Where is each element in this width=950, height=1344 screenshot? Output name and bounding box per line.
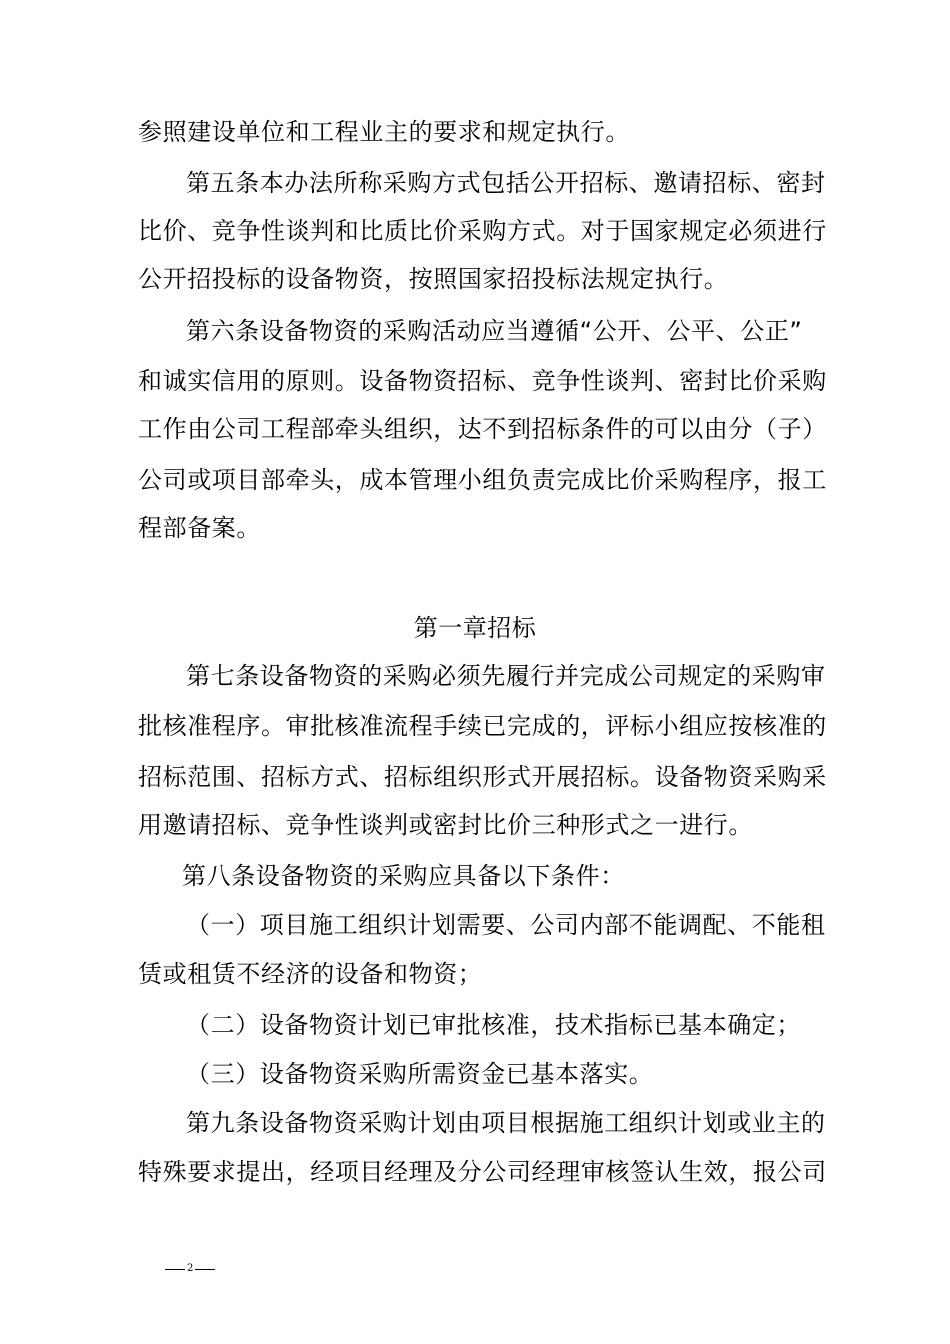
page-footer	[165, 1263, 215, 1275]
text-line: 程部备案。	[138, 514, 261, 542]
text-line: 用邀请招标、竞争性谈判或密封比价三种形式之一进行。	[138, 811, 753, 839]
text-line: 比价、竞争性谈判和比质比价采购方式。对于国家规定必须进行	[138, 217, 827, 245]
article-6-line: 第六条设备物资的采购活动应当遵循“公开、公平、公正”	[186, 317, 803, 345]
text-line: 批核准程序。审批核准流程手续已完成的，评标小组应按核准的	[138, 712, 827, 740]
text-line: 工作由公司工程部牵头组织，达不到招标条件的可以由分（子）	[138, 415, 827, 443]
article-9-line: 第九条设备物资采购计划由项目根据施工组织计划或业主的	[186, 1109, 826, 1137]
footer-rule-left	[165, 1269, 185, 1270]
page-number: 2	[187, 1263, 194, 1274]
article-8-line: 第八条设备物资的采购应具备以下条件：	[182, 862, 625, 890]
footer-rule-right	[195, 1269, 215, 1270]
text-line: 特殊要求提出，经项目经理及分公司经理审核签认生效，报公司	[138, 1158, 827, 1186]
text-line: 赁或租赁不经济的设备和物资；	[138, 960, 483, 988]
condition-1-line: （一）项目施工组织计划需要、公司内部不能调配、不能租	[186, 911, 826, 939]
condition-2-line: （二）设备物资计划已审批核准，技术指标已基本确定；	[186, 1011, 801, 1039]
article-5-line: 第五条本办法所称采购方式包括公开招标、邀请招标、密封	[186, 169, 826, 197]
text-line: 和诚实信用的原则。设备物资招标、竞争性谈判、密封比价采购	[138, 367, 827, 395]
text-line: 招标范围、招标方式、招标组织形式开展招标。设备物资采购采	[138, 763, 827, 791]
text-line: 公司或项目部牵头，成本管理小组负责完成比价采购程序，报工	[138, 466, 827, 494]
chapter-heading: 第一章招标	[413, 614, 537, 642]
condition-3-line: （三）设备物资采购所需资金已基本落实。	[186, 1060, 654, 1088]
text-line: 公开招投标的设备物资，按照国家招投标法规定执行。	[138, 265, 729, 293]
text-line: 参照建设单位和工程业主的要求和规定执行。	[138, 118, 630, 146]
article-7-line: 第七条设备物资的采购必须先履行并完成公司规定的采购审	[186, 662, 826, 690]
